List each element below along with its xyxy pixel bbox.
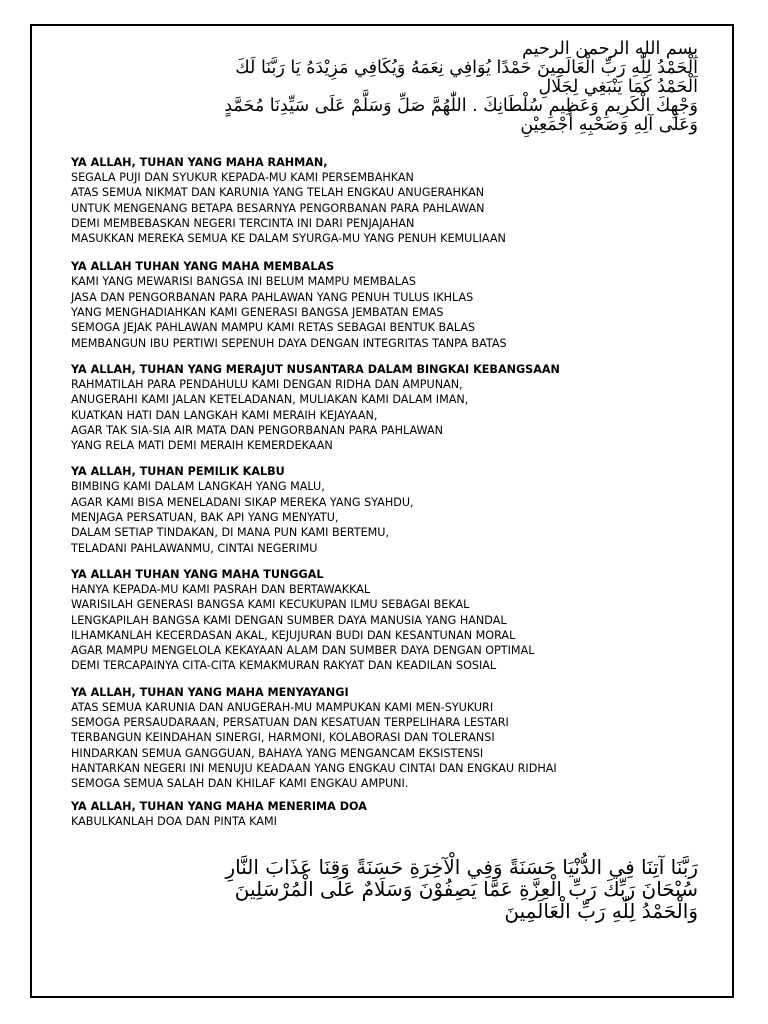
prayer-line: DEMI MEMBEBASKAN NEGERI TERCINTA INI DARI PENJAJAHAN	[71, 216, 415, 230]
closing-doa-arabic	[70, 856, 698, 922]
prayer-line: MENJAGA PERSATUAN, BAK API YANG MENYATU,	[71, 511, 339, 525]
prayer-line: AGAR TAK SIA-SIA AIR MATA DAN PENGORBANAN PARA PAHLAWAN	[71, 423, 443, 437]
prayer-line: YANG MENGHADIAHKAN KAMI GENERASI BANGSA JEMBATAN EMAS	[71, 306, 444, 320]
section-heading: YA ALLAH, TUHAN YANG MAHA MENERIMA DOA	[71, 799, 367, 813]
prayer-line: MASUKKAN MEREKA SEMUA KE DALAM SYURGA-MU YANG PENUH KEMULIAAN	[71, 232, 506, 246]
section-heading: YA ALLAH, TUHAN YANG MAHA MENYAYANGI	[71, 685, 349, 699]
opening-doa-arabic	[70, 40, 698, 135]
prayer-section	[71, 800, 691, 829]
prayer-section	[71, 260, 691, 350]
section-heading: YA ALLAH, TUHAN YANG MAHA RAHMAN,	[71, 156, 328, 169]
prayer-line: HANYA KEPADA-MU KAMI PASRAH DAN BERTAWAKKAL	[71, 582, 371, 596]
opening-doa-line: اَلْحَمْدُ لِلّٰهِ رَبِّ الْعَالَمِينَ حَمْدًا يُوَافِي نِعَمَهُ وَيُكَافِي مَزِيْدَهُ يَا رَبَّنَا لَكَ	[235, 58, 698, 78]
prayer-line: KUATKAN HATI DAN LANGKAH KAMI MERAIH KEJAYAAN,	[71, 408, 378, 422]
prayer-body	[71, 156, 691, 829]
section-heading: YA ALLAH, TUHAN YANG MERAJUT NUSANTARA DALAM BINGKAI KEBANGSAAN	[71, 362, 560, 376]
prayer-line: BIMBING KAMI DALAM LANGKAH YANG MALU,	[71, 480, 325, 494]
prayer-line: AGAR MAMPU MENGELOLA KEKAYAAN ALAM DAN SUMBER DAYA DENGAN OPTIMAL	[71, 644, 535, 658]
prayer-line: RAHMATILAH PARA PENDAHULU KAMI DENGAN RIDHA DAN AMPUNAN,	[71, 377, 463, 391]
prayer-line: ATAS SEMUA KARUNIA DAN ANUGERAH-MU MAMPUKAN KAMI MEN-SYUKURI	[71, 700, 494, 714]
opening-doa-line: بسم الله الرحمن الرحيم	[522, 39, 698, 59]
prayer-line: TELADANI PAHLAWANMU, CINTAI NEGERIMU	[71, 541, 318, 555]
prayer-section	[71, 465, 691, 555]
prayer-line: TERBANGUN KEINDAHAN SINERGI, HARMONI, KOLABORASI DAN TOLERANSI	[71, 731, 495, 745]
prayer-line: JASA DAN PENGORBANAN PARA PAHLAWAN YANG PENUH TULUS IKHLAS	[71, 290, 474, 304]
closing-doa-line: وَالْحَمْدُ لِلّٰهِ رَبِّ الْعَالَمِينَ	[504, 899, 698, 923]
prayer-section	[71, 686, 691, 792]
closing-doa-line: رَبَّنَا آتِنَا فِي الدُّنْيَا حَسَنَةً وَفِي الْآخِرَةِ حَسَنَةً وَقِنَا عَذَابَ النَّارِ	[225, 855, 698, 879]
prayer-line: ILHAMKANLAH KECERDASAN AKAL, KEJUJURAN BUDI DAN KESANTUNAN MORAL	[71, 628, 516, 642]
prayer-section	[71, 568, 691, 674]
prayer-line: KABULKANLAH DOA DAN PINTA KAMI	[71, 814, 277, 828]
prayer-line: WARISILAH GENERASI BANGSA KAMI KECUKUPAN ILMU SEBAGAI BEKAL	[71, 598, 470, 612]
prayer-section	[71, 156, 691, 246]
opening-doa-line: وَجْهِكَ الْكَرِيمِ وَعَظِيمِ سُلْطَانِكَ . اللّٰهُمَّ صَلِّ وَسَلَّمْ عَلَى سَيِّدِنَا مُحَمَّدٍ	[224, 96, 698, 116]
prayer-line: DALAM SETIAP TINDAKAN, DI MANA PUN KAMI BERTEMU,	[71, 526, 390, 540]
prayer-line: SEMOGA PERSAUDARAAN, PERSATUAN DAN KESATUAN TERPELIHARA LESTARI	[71, 716, 509, 730]
opening-doa-line: اَلْحَمْدُ كَمَا يَنْبَغِي لِجَلَالِ	[538, 77, 698, 97]
closing-doa-line: سُبْحَانَ رَبِّكَ رَبِّ الْعِزَّةِ عَمَّا يَصِفُوْنَ وَسَلَامٌ عَلَى الْمُرْسَلِينَ	[234, 877, 698, 901]
prayer-line: AGAR KAMI BISA MENELADANI SIKAP MEREKA YANG SYAHDU,	[71, 495, 414, 509]
prayer-section	[71, 363, 691, 453]
prayer-line: ANUGERAHI KAMI JALAN KETELADANAN, MULIAKAN KAMI DALAM IMAN,	[71, 393, 469, 407]
prayer-line: LENGKAPILAH BANGSA KAMI DENGAN SUMBER DAYA MANUSIA YANG HANDAL	[71, 613, 507, 627]
prayer-line: SEGALA PUJI DAN SYUKUR KEPADA-MU KAMI PERSEMBAHKAN	[71, 171, 414, 184]
prayer-line: ATAS SEMUA NIKMAT DAN KARUNIA YANG TELAH ENGKAU ANUGERAHKAN	[71, 186, 485, 200]
section-heading: YA ALLAH TUHAN YANG MAHA TUNGGAL	[71, 567, 324, 581]
opening-doa-line: وَعَلَى آلِهِ وَصَحْبِهِ أَجْمَعِيْنِ	[520, 115, 698, 135]
section-heading: YA ALLAH TUHAN YANG MAHA MEMBALAS	[71, 260, 335, 274]
prayer-line: KAMI YANG MEWARISI BANGSA INI BELUM MAMPU MEMBALAS	[71, 275, 416, 289]
prayer-line: SEMOGA SEMUA SALAH DAN KHILAF KAMI ENGKAU AMPUNI.	[71, 777, 409, 791]
prayer-line: UNTUK MENGENANG BETAPA BESARNYA PENGORBANAN PARA PAHLAWAN	[71, 201, 485, 215]
prayer-line: HANTARKAN NEGERI INI MENUJU KEADAAN YANG ENGKAU CINTAI DAN ENGKAU RIDHAI	[71, 761, 557, 775]
prayer-line: DEMI TERCAPAINYA CITA-CITA KEMAKMURAN RAKYAT DAN KEADILAN SOSIAL	[71, 659, 497, 673]
prayer-line: SEMOGA JEJAK PAHLAWAN MAMPU KAMI RETAS SEBAGAI BENTUK BALAS	[71, 321, 476, 335]
prayer-line: MEMBANGUN IBU PERTIWI SEPENUH DAYA DENGAN INTEGRITAS TANPA BATAS	[71, 336, 507, 350]
prayer-line: YANG RELA MATI DEMI MERAIH KEMERDEKAAN	[71, 439, 333, 453]
section-heading: YA ALLAH, TUHAN PEMILIK KALBU	[71, 465, 285, 479]
prayer-line: HINDARKAN SEMUA GANGGUAN, BAHAYA YANG MENGANCAM EKSISTENSI	[71, 746, 484, 760]
